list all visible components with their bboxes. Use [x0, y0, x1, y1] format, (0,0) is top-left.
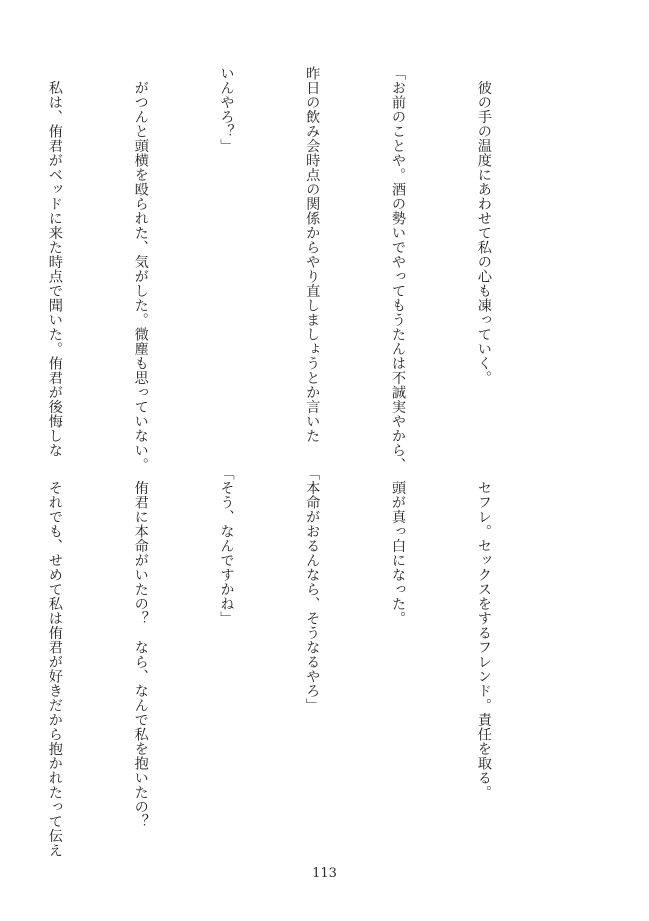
page-number: 113	[312, 866, 337, 881]
text-line: 彼の手の温度にあわせて私の心も凍っていく。	[475, 66, 492, 385]
text-line: セフレ。セックスをするフレンド。責任を取る。	[475, 466, 492, 800]
text-line: 頭が真っ白になった。	[390, 466, 407, 626]
text-line: 「お前のことや。酒の勢いでやってもうたんは不誠実やから、	[390, 66, 407, 472]
text-line: 「本命がおるんなら、そうなるやろ」	[304, 466, 321, 713]
text-line: いんやろ？」	[218, 66, 235, 153]
text-line: がつんと頭横を殴られた、気がした。微塵も思っていない。	[132, 66, 149, 472]
text-line: それでも、せめて私は侑君が好きだから抱かれたって伝え	[46, 466, 63, 858]
text-line: 「そう、なんですかね」	[218, 466, 235, 626]
text-line: 侑君に本命がいたの？ なら、なんで私を抱いたの？	[132, 466, 149, 829]
text-line: 昨日の飲み会時点の関係からやり直しましょうとか言いた	[304, 66, 321, 443]
lower-text-block	[0, 466, 555, 858]
text-line: 私は、侑君がベッドに来た時点で聞いた。侑君が後悔しな	[46, 66, 63, 458]
upper-text-block	[0, 66, 555, 472]
